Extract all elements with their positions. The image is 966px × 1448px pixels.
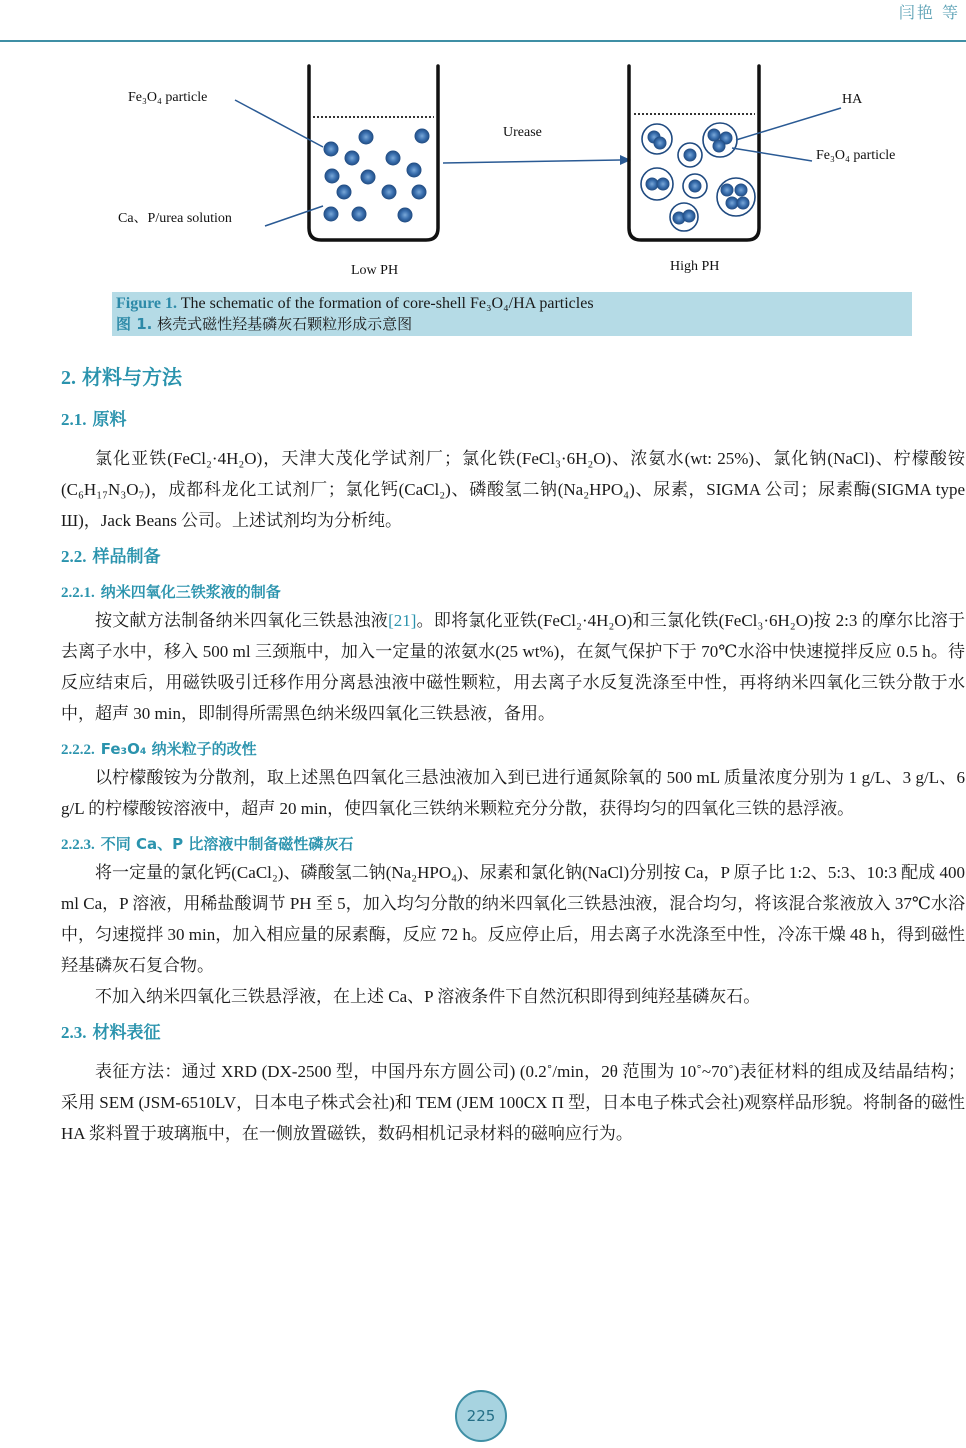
paragraph-fe3o4-preparation: 按文献方法制备纳米四氧化三铁悬浊液[21]。即将氯化亚铁(FeCl₂·4H₂O)和三氯化铁(FeCl₃·6H₂O)按 2:3 的摩尔比溶于去离子水中，移入 500 ml 三颈瓶中，加入一定量的浓氨水(25 wt%)，在氮气保护下于 70℃水浴中快速搅拌反应 0.5 h。待反应结束后，用磁铁吸引迁移作用分离悬浊液中磁性颗粒，用去离子水反复洗涤至中性，再将纳米四氧化三铁分散于水中，超声 30 min，即制得所需黑色纳米级四氧化三铁悬液，备用。 <box>61 611 965 723</box>
caption-cn-text: 核壳式磁性羟基磷灰石颗粒形成示意图 <box>157 315 413 333</box>
citation-link[interactable]: [21] <box>388 611 417 630</box>
running-head-authors: 闫艳 等 <box>898 3 960 22</box>
right-ha-pointer <box>736 108 841 140</box>
right-particle-pointer <box>732 148 812 161</box>
page-number-badge: 225 <box>455 1390 507 1442</box>
right-particle-label: Fe₃O₄ particle <box>816 148 896 163</box>
paragraph-modification: 以柠檬酸铵为分散剂，取上述黑色四氧化三悬浊液加入到已进行通氮除氧的 500 mL 质量浓度分别为 1 g/L、3 g/L、6 g/L 的柠檬酸铵溶液中，超声 20 min，使四氧化三铁纳米颗粒充分分散，获得均匀的四氧化三铁的悬浮液。 <box>61 768 965 818</box>
section-heading-2: 2. 材料与方法 <box>61 365 182 389</box>
caption-en-label: Figure 1. <box>116 295 178 312</box>
left-particles <box>324 129 430 223</box>
caption-cn-label: 图 1. <box>116 315 153 333</box>
right-ha-label: HA <box>842 92 863 107</box>
caption-chinese <box>116 314 908 335</box>
left-solution-pointer <box>265 206 323 226</box>
left-solution-label: Ca、P/urea solution <box>118 211 232 226</box>
section-heading-2-3: 2.3. 材料表征 <box>61 1023 161 1043</box>
paragraph-pure-ha: 不加入纳米四氧化三铁悬浮液，在上述 Ca、P 溶液条件下自然沉积即得到纯羟基磷灰石。 <box>95 987 761 1006</box>
left-particle-label: Fe₃O₄ particle <box>128 90 208 105</box>
figure-caption <box>112 292 912 336</box>
right-ph-label: High PH <box>670 259 720 274</box>
paragraph-materials: 氯化亚铁(FeCl₂·4H₂O)，天津大茂化学试剂厂；氯化铁(FeCl₃·6H₂O)、浓氨水(wt: 25%)、氯化钠(NaCl)、柠檬酸铵(C₆H₁₇N₃O₇)，成都科龙化工试剂厂；氯化钙(CaCl₂)、磷酸氢二钠(Na₂HPO₄)、尿素，SIGMA 公司；尿素酶(SIGMA type Ш)，Jack Beans 公司。上述试剂均为分析纯。 <box>61 449 965 530</box>
section-heading-2-2-3: 2.2.3. 不同 Ca、P 比溶液中制备磁性磷灰石 <box>61 835 354 853</box>
paragraph-magnetic-apatite: 将一定量的氯化钙(CaCl₂)、磷酸氢二钠(Na₂HPO₄)、尿素和氯化钠(NaCl)分别按 Ca，P 原子比 1:2、5:3、10:3 配成 400 ml Ca，P 溶液，用稀盐酸调节 PH 至 5，加入均匀分散的纳米四氧化三铁悬浊液，混合均匀，将该混合浆液放入 37℃水浴中，匀速搅拌 30 min，加入相应量的尿素酶，反应 72 h。反应停止后，用去离子水洗涤至中性，冷冻干燥 48 h，得到磁性羟基磷灰石复合物。 <box>61 863 965 975</box>
reaction-arrow <box>443 160 620 163</box>
article-body <box>61 362 965 1157</box>
section-heading-2-2: 2.2. 样品制备 <box>61 547 161 567</box>
left-ph-label: Low PH <box>351 263 399 278</box>
schematic-figure <box>0 48 966 288</box>
section-heading-2-2-2: 2.2.2. Fe₃O₄ 纳米粒子的改性 <box>61 740 257 758</box>
paragraph-characterization: 表征方法：通过 XRD (DX-2500 型，中国丹东方圆公司) (0.2˚/min，2θ 范围为 10˚~70˚)表征材料的组成及结晶结构；采用 SEM (JSM-6510LV，日本电子株式会社)和 TEM (JEM 100CX Π 型，日本电子株式会社)观察样品形貌。将制备的磁性 HA 浆料置于玻璃瓶中，在一侧放置磁铁，数码相机记录材料的磁响应行为。 <box>61 1062 965 1143</box>
caption-en-text: The schematic of the formation of core-shell Fe₃O₄/HA particles <box>180 295 594 312</box>
section-heading-2-2-1: 2.2.1. 纳米四氧化三铁浆液的制备 <box>61 583 281 601</box>
section-heading-2-1: 2.1. 原料 <box>61 410 127 430</box>
caption-english <box>116 293 908 314</box>
page-header <box>0 0 966 42</box>
arrow-label: Urease <box>503 125 542 140</box>
